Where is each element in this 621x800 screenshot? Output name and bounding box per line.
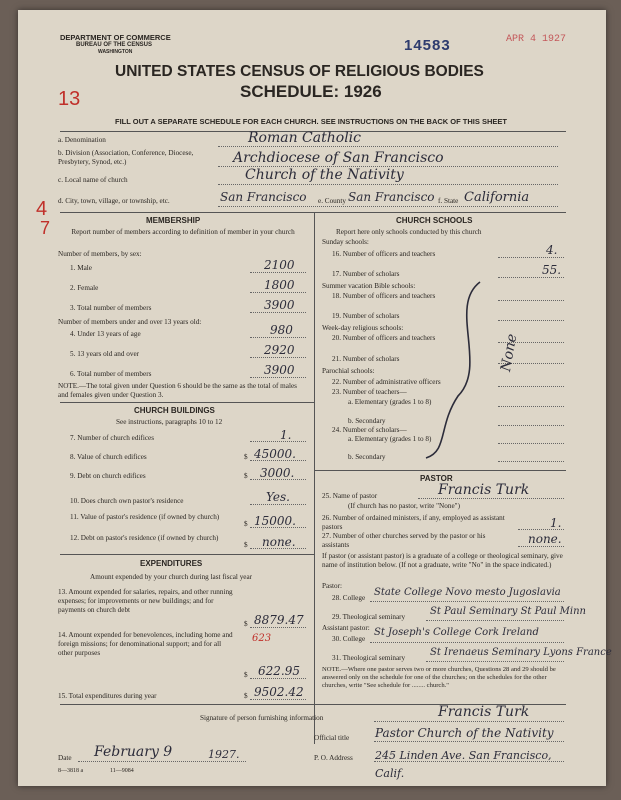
pastor-subhead: Pastor: [322, 582, 342, 590]
division-value[interactable]: Archdiocese of San Francisco [233, 150, 444, 166]
city-value[interactable]: San Francisco [220, 190, 307, 204]
running-expenses-value[interactable]: 8879.47 [254, 613, 304, 627]
q26-label: 26. Number of ordained ministers, if any, employed as assistant pastors [322, 514, 505, 531]
received-stamp: APR 4 1927 [506, 34, 567, 45]
q23-label: 23. Number of teachers— [332, 388, 407, 396]
under13-value[interactable]: 980 [270, 323, 293, 337]
membership-intro: Report number of members according to definition of member in your church [71, 228, 295, 236]
q22-label: 22. Number of administrative officers [332, 378, 441, 386]
margin-mark-7: 7 [40, 218, 51, 238]
q25-label: 25. Name of pastor [322, 492, 378, 500]
sunday-label: Sunday schools: [322, 238, 369, 246]
q4-label: 4. Under 13 years of age [70, 330, 141, 338]
state-label: f. State [438, 197, 459, 205]
none-mark: None [498, 332, 521, 373]
church-name-label: c. Local name of church [58, 176, 128, 184]
by-sex-label: Number of members, by sex: [58, 250, 142, 258]
q14-label: 14. Amount expended for benevolences, including home and foreign missions; for denominational support; and for all other purposes [58, 631, 233, 657]
pastor-heading: PASTOR [420, 474, 453, 483]
q17-label: 17. Number of scholars [332, 270, 400, 278]
date-label: Date [58, 754, 72, 762]
census-form: DEPARTMENT OF COMMERCE BUREAU OF THE CENSUS WASHINGTON 14583 APR 4 1927 UNITED STATES CENSUS OF RELIGIOUS BODIES SCHEDULE: 1926 13 FILL OUT A SEPARATE SCHEDULE FOR EACH CHURCH. SEE INSTRUCTIONS ON THE BACK OF THIS SHEET a. Denomination Roman Catholic b. Division (Association, Conference, Diocese, Presbytery, Synod, etc.) Archdiocese of San Francisco c. Local name of church Church of the Nativity d. City, town, village, or township, etc. San Francisco e. County San Francisco f. State California 4 7 MEMBERSHIP Report number of members according to definition of member in your church Number of members, by sex: 1. Male 2100 2. Female 1800 3. Total number of members 3900 Number of members under and over 13 years old: 4. Under 13 years of age 980 5. 13 years old and over 2920 6. Total number of members 3900 NOTE.—The total given under Question 6 should be the same as the total of males and females given under Question 3. CHURCH BUILDINGS See instructions, paragraphs 10 to 12 7. Number of church edifices 1. 8. Value of church edifices $ 45000. 9. Debt on church edifices $ 3000. 10. Does church own pastor's residence Yes. 11. Value of pastor's residence (if owned by church) $ 15000. 12. Debt on pastor's residence (if owned by church) $ none. EXPENDITURES Amount expended by your church during last fiscal year 13. Amount expended for salaries, repairs, and other running expenses; for improvements or new buildings; and for payments on church debt $ 8879.47 14. Amount expended for benevolences, including home and foreign missions; for denominational support; and for all other purposes 623 $ 622.95 15. Total expenditures during year $ 9502.42 CHURCH SCHOOLS Report here only schools conducted by this church Sunday schools: 16. Number of officers and teachers 4. 17. Number of scholars 55. Summer vacation Bible schools: 18. Number of officers and teachers 19. Number of scholars Week-day religious schools: 20. Number of officers and teachers 21. Number of scholars Parochial schools: 22. Number of administrative officers 23. Number of teachers— a. Elementary (grades 1 to 8) b. Secondary 24. Number of scholars— a. Elementary (grades 1 to 8) b. Secondary None PASTOR 25. Name of pastor Francis Turk (If church has no pastor, write "None") 26. Number of ordained ministers, if any, employed as assistant pastors 1. 27. Number of other churches served by the pastor or his assistants none. If pastor (or assistant pastor) is a graduate of a college or theological seminary, give name of institution below. (If not a graduate, write "No" in the space indicated.) Pastor: 28. College State College Novo mesto Jugoslavia 29. Theological seminary St Paul Seminary St Paul Minn Assistant pastor: 30. College St Joseph's College Cork Ireland 31. Theological seminary St Irenaeus Seminary Lyons France NOTE.—Where one pastor serves two or more churches, Questions 28 and 29 should be answered only on the schedule for one of the churches; on the schedules for the other churches, write "See schedule for ........ church." Signature of person furnishing information Francis Turk Official title Pastor Church of the Nativity Date February 9 1927. P. O. Address 245 Linden Ave. San Francisco, Calif. 8—3818 a 11—9084 [18, 10, 606, 786]
q29-label: 29. Theological seminary [332, 613, 406, 621]
membership-note: NOTE.—The total given under Question 6 should be the same as the total of males and females given under Question 3. [58, 382, 297, 399]
official-title-value[interactable]: Pastor Church of the Nativity [375, 726, 554, 740]
over13-value[interactable]: 2920 [264, 343, 295, 357]
q12-label: 12. Debt on pastor's residence (if owned by church) [70, 534, 219, 542]
county-label: e. County [318, 197, 346, 205]
membership-heading: MEMBERSHIP [146, 216, 201, 225]
q5-label: 5. 13 years old and over [70, 350, 140, 358]
signature-value[interactable]: Francis Turk [438, 704, 530, 720]
female-value[interactable]: 1800 [264, 278, 295, 292]
q16-label: 16. Number of officers and teachers [332, 250, 436, 258]
graduate-note: If pastor (or assistant pastor) is a graduate of a college or theological seminary, give name of institution below. (If not a graduate, write "No" in the space indicated.) [322, 552, 563, 569]
q24b-label: b. Secondary [348, 453, 386, 461]
year-value[interactable]: 1927. [208, 748, 240, 761]
form-code-2: 11—9084 [110, 768, 134, 774]
q31-label: 31. Theological seminary [332, 654, 406, 662]
q2-label: 2. Female [70, 284, 99, 292]
age-intro: Number of members under and over 13 years old: [58, 318, 202, 326]
male-value[interactable]: 2100 [264, 258, 295, 272]
form-title: UNITED STATES CENSUS OF RELIGIOUS BODIES [115, 63, 484, 80]
schools-intro: Report here only schools conducted by this church [336, 228, 482, 236]
church-name-value[interactable]: Church of the Nativity [245, 167, 404, 183]
denomination-value[interactable]: Roman Catholic [248, 130, 361, 146]
denomination-label: a. Denomination [58, 136, 106, 144]
edifice-debt-value[interactable]: 3000. [260, 466, 295, 480]
sunday-scholars-value[interactable]: 55. [542, 263, 562, 277]
official-title-label: Official title [314, 734, 350, 742]
weekday-label: Week-day religious schools: [322, 324, 404, 332]
total-expenditures-value[interactable]: 9502.42 [254, 685, 304, 699]
q27-label: 27. Number of other churches served by the pastor or his assistants [322, 532, 486, 549]
assistants-value[interactable]: 1. [550, 516, 562, 530]
q30-label: 30. College [332, 635, 366, 643]
expenditures-heading: EXPENDITURES [140, 559, 203, 568]
buildings-intro: See instructions, paragraphs 10 to 12 [116, 418, 223, 426]
q23b-label: b. Secondary [348, 417, 386, 425]
pastor-note: NOTE.—Where one pastor serves two or more churches, Questions 28 and 29 should be answered only on the schedule for one of the churches; on the schedules for the other churches, write "See schedule for ........ church." [322, 666, 556, 689]
signature-label: Signature of person furnishing information [200, 714, 324, 722]
address-label: P. O. Address [314, 754, 353, 762]
pastor-college-value[interactable]: State College Novo mesto Jugoslavia [374, 587, 561, 598]
benevolence-value[interactable]: 622.95 [258, 664, 300, 678]
form-code: 8—3818 a [58, 768, 84, 774]
assistant-seminary-value[interactable]: St Irenaeus Seminary Lyons France [430, 647, 612, 658]
assistant-subhead: Assistant pastor: [322, 624, 370, 632]
city-label: WASHINGTON [98, 49, 133, 55]
schedule-title: SCHEDULE: 1926 [240, 82, 382, 101]
pastor-seminary-value[interactable]: St Paul Seminary St Paul Minn [430, 606, 586, 617]
dept-label: DEPARTMENT OF COMMERCE [60, 33, 171, 42]
q28-label: 28. College [332, 594, 366, 602]
owns-residence-value[interactable]: Yes. [266, 490, 290, 504]
date-value[interactable]: February 9 [94, 744, 173, 760]
schools-heading: CHURCH SCHOOLS [396, 216, 473, 225]
q23a-label: a. Elementary (grades 1 to 8) [348, 398, 432, 406]
q15-label: 15. Total expenditures during year [58, 692, 157, 700]
county-value[interactable]: San Francisco [348, 190, 435, 204]
q11-label: 11. Value of pastor's residence (if owned by church) [70, 513, 220, 521]
q1-label: 1. Male [70, 264, 92, 272]
residence-debt-value[interactable]: none. [262, 535, 296, 549]
division-label: b. Division (Association, Conference, Diocese, Presbytery, Synod, etc.) [58, 149, 194, 166]
q19-label: 19. Number of scholars [332, 312, 400, 320]
total-members-value[interactable]: 3900 [264, 298, 295, 312]
q21-label: 21. Number of scholars [332, 355, 400, 363]
q8-label: 8. Value of church edifices [70, 453, 147, 461]
form-number: 14583 [404, 37, 451, 54]
total-members-age-value[interactable]: 3900 [264, 363, 295, 377]
parochial-label: Parochial schools: [322, 367, 375, 375]
q24a-label: a. Elementary (grades 1 to 8) [348, 435, 432, 443]
instruction-line: FILL OUT A SEPARATE SCHEDULE FOR EACH CHURCH. SEE INSTRUCTIONS ON THE BACK OF THIS SHEET [115, 117, 507, 126]
pastor-name-value[interactable]: Francis Turk [438, 482, 530, 498]
bureau-label: BUREAU OF THE CENSUS [76, 42, 153, 48]
q7-label: 7. Number of church edifices [70, 434, 155, 442]
q18-label: 18. Number of officers and teachers [332, 292, 436, 300]
summer-label: Summer vacation Bible schools: [322, 282, 416, 290]
expenditures-intro: Amount expended by your church during last fiscal year [90, 573, 253, 581]
none-bracket-mark [418, 276, 498, 466]
q10-label: 10. Does church own pastor's residence [70, 497, 184, 505]
margin-mark-4: 4 [36, 198, 48, 220]
margin-mark-13: 13 [58, 88, 81, 110]
q25-note: (If church has no pastor, write "None") [348, 502, 460, 510]
q9-label: 9. Debt on church edifices [70, 472, 146, 480]
edifices-value[interactable]: 1. [280, 428, 292, 442]
edifice-value[interactable]: 45000. [254, 447, 296, 461]
assistant-college-value[interactable]: St Joseph's College Cork Ireland [374, 627, 539, 638]
other-churches-value[interactable]: none. [528, 532, 562, 546]
residence-value[interactable]: 15000. [254, 514, 296, 528]
q6-label: 6. Total number of members [70, 370, 152, 378]
q13-label: 13. Amount expended for salaries, repairs, and other running expenses; for improvements or new buildings; and for payments on church debt [58, 588, 233, 614]
q20-label: 20. Number of officers and teachers [332, 334, 436, 342]
buildings-heading: CHURCH BUILDINGS [134, 406, 215, 415]
address-value[interactable]: 245 Linden Ave. San Francisco, Calif. [375, 749, 552, 780]
q3-label: 3. Total number of members [70, 304, 152, 312]
sunday-teachers-value[interactable]: 4. [546, 243, 558, 257]
state-value[interactable]: California [464, 190, 530, 205]
benevolence-correction: 623 [252, 633, 272, 644]
city-label-field: d. City, town, village, or township, etc. [58, 197, 170, 205]
q24-label: 24. Number of scholars— [332, 426, 407, 434]
